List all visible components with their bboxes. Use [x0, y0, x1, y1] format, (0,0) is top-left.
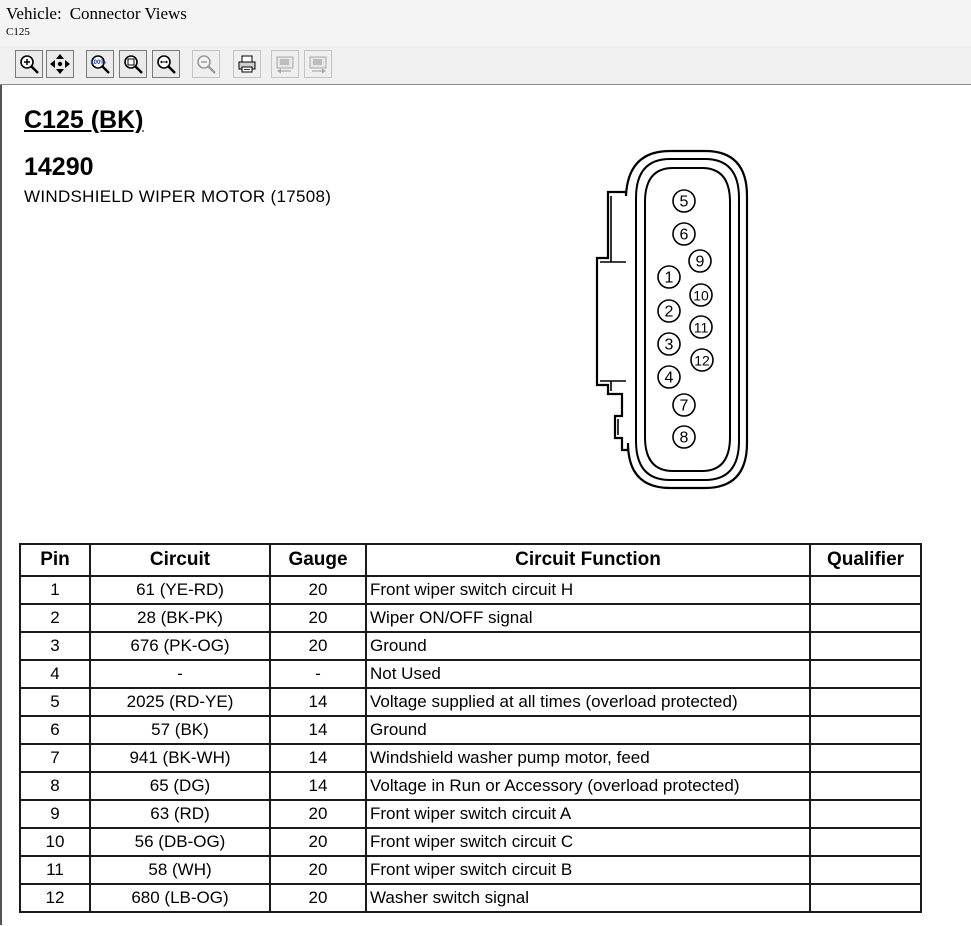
cell-qualifier: [810, 744, 921, 772]
table-row: [20, 828, 921, 856]
cell-pin: 7: [20, 744, 90, 772]
pin-number-label: 11: [693, 319, 709, 336]
cell-qualifier: [810, 716, 921, 744]
cell-gauge: 20: [270, 604, 366, 632]
cell-gauge: 14: [270, 772, 366, 800]
cell-gauge: 14: [270, 688, 366, 716]
cell-pin: 6: [20, 716, 90, 744]
zoom-out-button[interactable]: [192, 50, 220, 78]
cell-gauge: 20: [270, 800, 366, 828]
cell-qualifier: [810, 884, 921, 912]
cell-circuit: 65 (DG): [90, 772, 270, 800]
cell-circuit: 2025 (RD-YE): [90, 688, 270, 716]
cell-circuit: 680 (LB-OG): [90, 884, 270, 912]
table-row: [20, 716, 921, 744]
pin-number-label: 4: [664, 369, 674, 387]
cell-qualifier: [810, 660, 921, 688]
table-row: [20, 688, 921, 716]
cell-circuit: 63 (RD): [90, 800, 270, 828]
pin-number-label: 9: [695, 253, 705, 271]
zoom-out-icon: [195, 53, 217, 75]
toolbar: [0, 46, 971, 85]
cell-qualifier: [810, 772, 921, 800]
cell-qualifier: [810, 688, 921, 716]
cell-gauge: -: [270, 660, 366, 688]
cell-qualifier: [810, 828, 921, 856]
cell-gauge: 20: [270, 884, 366, 912]
cell-gauge: 20: [270, 632, 366, 660]
zoom-width-icon: [155, 53, 177, 75]
cell-circuit-function: Front wiper switch circuit B: [366, 856, 810, 884]
cell-pin: 8: [20, 772, 90, 800]
table-row: [20, 576, 921, 604]
header-pin: Pin: [20, 544, 90, 576]
cell-qualifier: [810, 800, 921, 828]
pan-move-icon: [49, 53, 71, 75]
header-circuit: Circuit: [90, 544, 270, 576]
part-number: 14290: [24, 153, 94, 181]
cell-pin: 12: [20, 884, 90, 912]
print-button[interactable]: [233, 50, 261, 78]
cell-circuit-function: Front wiper switch circuit C: [366, 828, 810, 856]
cell-circuit: -: [90, 660, 270, 688]
connector-inner-shell: [645, 168, 730, 471]
pin-number-label: 6: [679, 226, 689, 244]
zoom-fit-button[interactable]: [119, 50, 147, 78]
table-header-row: [20, 544, 921, 576]
previous-page-icon: [274, 53, 296, 75]
header-gauge: Gauge: [270, 544, 366, 576]
window-title: [6, 4, 187, 24]
pin-number-label: 12: [694, 352, 710, 369]
cell-qualifier: [810, 576, 921, 604]
printer-icon: [236, 53, 258, 75]
header-qualifier: Qualifier: [810, 544, 921, 576]
connector-face-diagram: [590, 148, 760, 493]
zoom-width-button[interactable]: [152, 50, 180, 78]
cell-gauge: 14: [270, 716, 366, 744]
previous-page-button[interactable]: [271, 50, 299, 78]
table-row: [20, 800, 921, 828]
window-header: [0, 0, 971, 46]
connector-description: WINDSHIELD WIPER MOTOR (17508): [24, 187, 332, 206]
cell-circuit-function: Voltage in Run or Accessory (overload protected): [366, 772, 810, 800]
cell-pin: 11: [20, 856, 90, 884]
cell-circuit-function: Voltage supplied at all times (overload protected): [366, 688, 810, 716]
cell-qualifier: [810, 856, 921, 884]
pin-number-label: 2: [664, 303, 674, 321]
cell-circuit-function: Front wiper switch circuit H: [366, 576, 810, 604]
cell-gauge: 20: [270, 856, 366, 884]
cell-circuit-function: Ground: [366, 716, 810, 744]
cell-circuit: 57 (BK): [90, 716, 270, 744]
cell-circuit-function: Not Used: [366, 660, 810, 688]
cell-circuit: 28 (BK-PK): [90, 604, 270, 632]
pin-number-label: 10: [693, 287, 709, 304]
pin-number-label: 7: [679, 397, 689, 415]
zoom-100-button[interactable]: [86, 50, 114, 78]
cell-circuit: 58 (WH): [90, 856, 270, 884]
table-row: [20, 660, 921, 688]
zoom-in-icon: [18, 53, 40, 75]
cell-gauge: 20: [270, 576, 366, 604]
vehicle-label: Vehicle:: [6, 4, 62, 23]
cell-gauge: 14: [270, 744, 366, 772]
pin-number-label: 8: [679, 429, 689, 447]
pan-button[interactable]: [46, 50, 74, 78]
cell-pin: 4: [20, 660, 90, 688]
zoom-in-button[interactable]: [15, 50, 43, 78]
cell-circuit-function: Washer switch signal: [366, 884, 810, 912]
next-page-icon: [307, 53, 329, 75]
header-circuit-function: Circuit Function: [366, 544, 810, 576]
cell-circuit: 61 (YE-RD): [90, 576, 270, 604]
cell-pin: 10: [20, 828, 90, 856]
pin-number-label: 5: [679, 193, 689, 211]
connector-title: C125 (BK): [24, 106, 144, 134]
cell-circuit: 676 (PK-OG): [90, 632, 270, 660]
cell-pin: 2: [20, 604, 90, 632]
table-row: [20, 744, 921, 772]
cell-pin: 3: [20, 632, 90, 660]
cell-pin: 9: [20, 800, 90, 828]
cell-circuit-function: Front wiper switch circuit A: [366, 800, 810, 828]
connector-ref: C125: [6, 26, 30, 38]
view-label: Connector Views: [69, 4, 187, 23]
cell-qualifier: [810, 632, 921, 660]
pin-number-label: 3: [664, 336, 674, 354]
cell-pin: 1: [20, 576, 90, 604]
table-row: [20, 884, 921, 912]
pin-number-label: 1: [664, 269, 674, 287]
cell-qualifier: [810, 604, 921, 632]
table-row: [20, 772, 921, 800]
cell-circuit-function: Windshield washer pump motor, feed: [366, 744, 810, 772]
cell-circuit: 56 (DB-OG): [90, 828, 270, 856]
cell-circuit: 941 (BK-WH): [90, 744, 270, 772]
zoom-100-icon: [89, 53, 111, 75]
connector-pin-group: [658, 190, 713, 448]
next-page-button[interactable]: [304, 50, 332, 78]
cell-circuit-function: Wiper ON/OFF signal: [366, 604, 810, 632]
zoom-100-label: 100%: [90, 60, 106, 66]
table-row: [20, 632, 921, 660]
cell-gauge: 20: [270, 828, 366, 856]
pinout-table: [19, 543, 922, 913]
zoom-fit-icon: [122, 53, 144, 75]
table-row: [20, 604, 921, 632]
table-row: [20, 856, 921, 884]
cell-pin: 5: [20, 688, 90, 716]
cell-circuit-function: Ground: [366, 632, 810, 660]
